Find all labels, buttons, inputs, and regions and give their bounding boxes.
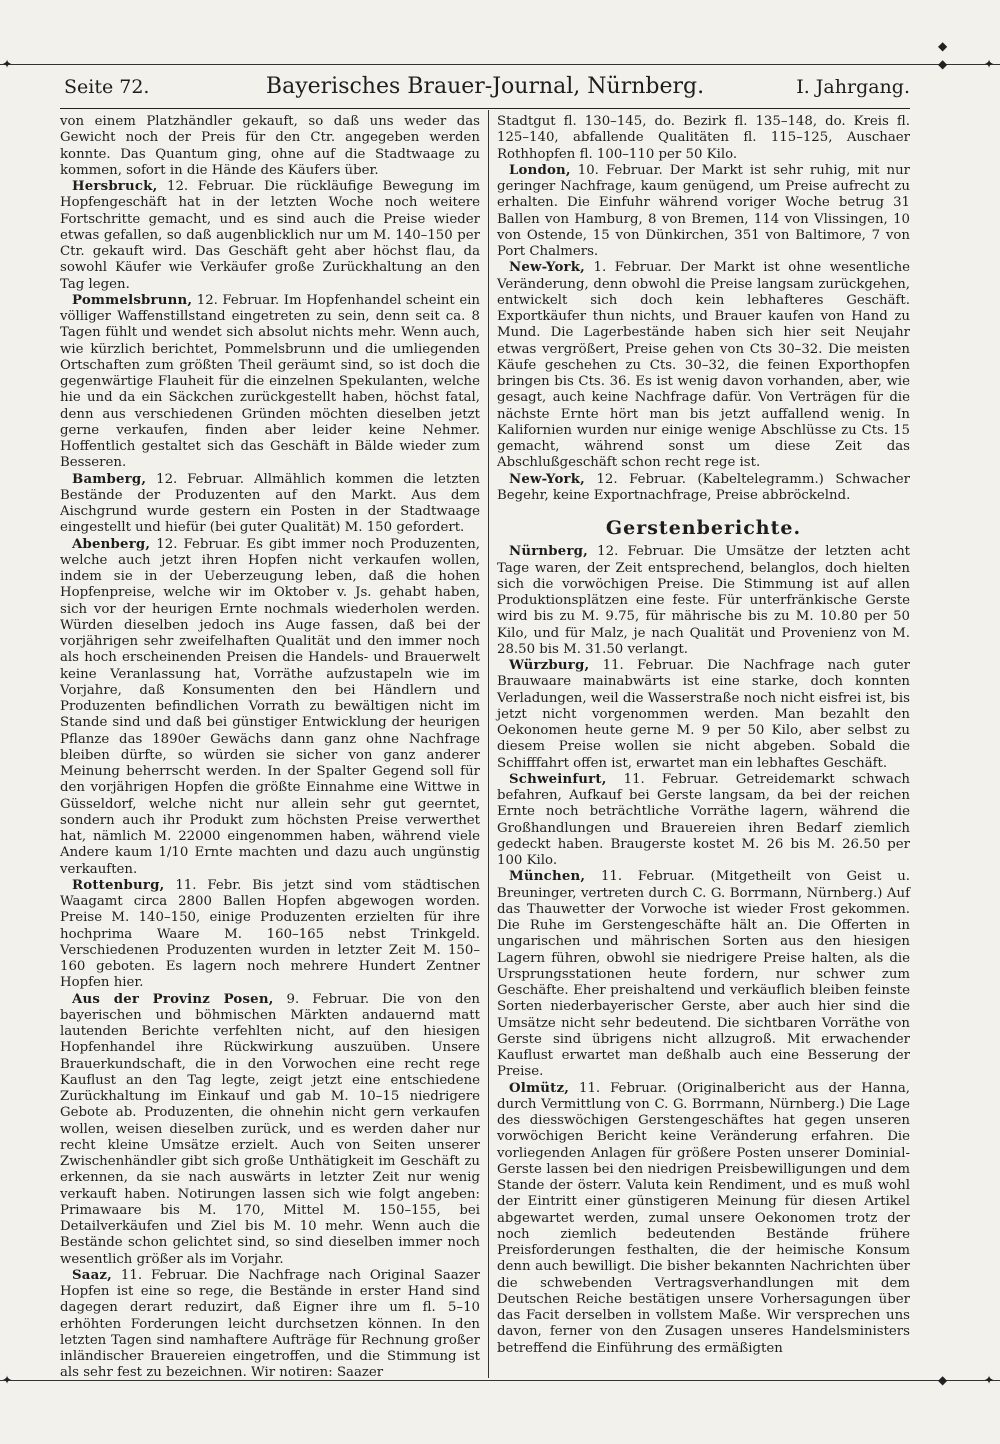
report-paragraph: Würzburg, 11. Februar. Die Nachfrage nach guter Brauwaare mainabwärts ist eine starke, doch konnten Verladungen, weil die Wasserstraße noch nicht eisfrei ist, bis jetzt nicht vorgenommen werden. Man bezahlt den Oekonomen heute gerne M. 9 per 50 Kilo, aber selbst zu diesem Preise wollen sie nicht abgeben. Sobald die Schifffahrt offen ist, erwartet man ein lebhaftes Geschäft. [497, 658, 910, 771]
report-paragraph: Saaz, 11. Februar. Die Nachfrage nach Original Saazer Hopfen ist eine so rege, die Bestände in erster Hand sind dagegen derart reduzirt, daß Eigner ihre um fl. 5–10 erhöhten Forderungen leicht durchsetzen können. In den letzten Tagen sind namhaftere Aufträge für Rechnung großer inländischer Brauereien eingetroffen, und die Stimmung ist als sehr fest zu bezeichnen. Wir notiren: Saazer [60, 1267, 480, 1381]
left-column [60, 114, 480, 1381]
diamond-ornament-icon: ◆ [938, 39, 948, 53]
report-location: London, [509, 162, 571, 178]
report-location: Aus der Provinz Posen, [72, 991, 274, 1007]
report-paragraph: Aus der Provinz Posen, 9. Februar. Die von den bayerischen und böhmischen Märkten andauernd matt lautenden Berichte verfehlten nicht, auf den hiesigen Hopfenhandel ihre Rückwirkung auszuüben. Unsere Brauerkundschaft, die in den Vorwochen eine recht rege Kauflust an den Tag legte, zeigt jetzt eine entschiedene Zurückhaltung im Einkauf und gab M. 10–15 niedrigere Gebote ab. Produzenten, die ohnehin nicht gern verkaufen wollen, weisen dieselben zurück, und es werden daher nur recht kleine Umsätze erzielt. Auch von Seiten unserer Zwischenhändler gibt sich große Unthätigkeit im Geschäft zu erkennen, da sie nach auswärts in letzter Zeit nur wenig verkauft haben. Notirungen lassen sich wie folgt angeben: Primawaare bis M. 170, Mittel M. 150–155, bei Detailverkäufen und Ziel bis M. 10 mehr. Wenn auch die Bestände schon gelichtet sind, so sind dieselben immer noch wesentlich größer als im Vorjahr. [60, 991, 480, 1267]
report-paragraph: Stadtgut fl. 130–145, do. Bezirk fl. 135–148, do. Kreis fl. 125–140, abfallende Qualitäten fl. 115–125, Auschaer Rothhopfen fl. 100–110 per 50 Kilo. [497, 114, 910, 162]
report-paragraph: München, 11. Februar. (Mitgetheilt von Geist u. Breuninger, vertreten durch C. G. Borrmann, Nürnberg.) Auf das Thauwetter der Vorwoche ist wieder Frost gekommen. Die Ruhe im Gerstengeschäfte hält an. Die Offerten in ungarischen und mährischen Sorten aus den hiesigen Lagern führen, obwohl sie niedrigere Preise halten, als die Ursprungsstationen heute fordern, nur schwer zum Geschäfte. Eher preishaltend und verkäuflich bleiben feinste Sorten niederbayerischer Gerste, aber auch hier sind die Umsätze nicht sehr bedeutend. Die sichtbaren Vorräthe von Gerste sind übrigens nicht allzugroß. Mit erwachender Kauflust erwartet man deßhalb auch eine Besserung der Preise. [497, 869, 910, 1080]
report-paragraph: Olmütz, 11. Februar. (Originalbericht aus der Hanna, durch Vermittlung von C. G. Borrmann, Nürnberg.) Die Lage des diesswöchigen Gerstengeschäftes hat gegen unseren vorwöchigen Bericht keine Veränderung erfahren. Die vorliegenden Anlagen für größere Posten unserer Dominial-Gerste lassen bei den niedrigen Preisbewilligungen und dem Stande der österr. Valuta kein Rendiment, und es muß wohl der Eintritt einer günstigeren Meinung für diesen Artikel abgewartet werden, zumal unsere Oekonomen trotz der noch ziemlich bedeutenden Bestände frühere Preisforderungen festhalten, die der heimische Konsum denn auch bewilligt. Die bisher bekannten Nachrichten über die schwebenden Vertragsverhandlungen mit dem Deutschen Reiche bestätigen unsere Vorhersagungen über das Facit derselben in vollstem Maße. Wir versprechen uns davon, ferner von den Zusagen unseres Handelsministers betreffend die Einführung des ermäßigten [497, 1080, 910, 1356]
report-paragraph: Nürnberg, 12. Februar. Die Umsätze der letzten acht Tage waren, der Zeit entsprechend, belanglos, doch hielten sich die vorwöchigen Preise. Die Stimmung ist auf allen Produktionsplätzen eine feste. Für unterfränkische Gerste wird bis zu M. 9.75, für mährische bis zu M. 10.80 per 50 Kilo, und für Malz, je nach Qualität und Provenienz von M. 28.50 bis M. 31.50 verlangt. [497, 544, 910, 657]
star-ornament-icon: ✦ [2, 57, 13, 71]
report-paragraph: Schweinfurt, 11. Februar. Getreidemarkt schwach befahren, Aufkauf bei Gerste langsam, da bei der reichen Ernte noch beträchtliche Vorräthe lagern, während die Großhandlungen und Brauereien ihren Bedarf ziemlich gedeckt haben. Braugerste kostet M. 26 bis M. 26.50 per 100 Kilo. [497, 771, 910, 868]
report-paragraph: von einem Platzhändler gekauft, so daß uns weder das Gewicht noch der Preis für den Ctr. angegeben werden konnte. Das Quantum ging, ohne auf die Stadtwaage zu kommen, sofort in die Hände des Käufers über. [60, 114, 480, 178]
top-border-rule [0, 64, 1000, 65]
report-location: Abenberg, [72, 536, 151, 552]
section-heading: Gerstenberichte. [605, 517, 802, 539]
volume-year: I. Jahrgang. [796, 76, 910, 98]
header-rule [60, 108, 910, 109]
report-paragraph: Pommelsbrunn, 12. Februar. Im Hopfenhandel scheint ein völliger Waffenstillstand eingetreten zu sein, denn seit ca. 8 Tagen fühlt und wendet sich absolut nichts mehr. Wenn auch, wie kürzlich berichtet, Pommelsbrunn und die umliegenden Ortschaften zum größten Theil geräumt sind, so ist doch die gegenwärtige Flauheit für die einzelnen Spekulanten, welche hie und da ein Säckchen zurückgestellt haben, höchst fatal, denn aus verschiedenen Gründen möchten dieselben jetzt gerne verkaufen, finden aber leider keine Nehmer. Hoffentlich gestaltet sich das Geschäft in Bälde wieder zum Besseren. [60, 292, 480, 471]
report-paragraph: Hersbruck, 12. Februar. Die rückläufige Bewegung im Hopfengeschäft hat in der letzten Woche noch weitere Fortschritte gemacht, und es sind auch die Preise wieder etwas gefallen, so daß augenblicklich nur um M. 140–150 per Ctr. gekauft wird. Das Geschäft geht aber höchst flau, da sowohl Käufer wie Verkäufer große Zurückhaltung an den Tag legen. [60, 179, 480, 292]
report-location: München, [509, 869, 586, 885]
report-paragraph: New-York, 1. Februar. Der Markt ist ohne wesentliche Veränderung, denn obwohl die Preise langsam zurückgehen, entwickelt sich doch kein lebhafteres Geschäft. Exportkäufer thun nichts, und Brauer kaufen von Hand zu Mund. Die Lagerbestände haben sich hier seit Neujahr etwas vergrößert, Preise gehen von Cts 30–32. Die meisten Käufe geschehen zu Cts. 30–32, die feinen Exporthopfen bringen bis Cts. 36. Es ist wenig davon vorhanden, aber, wie gesagt, auch keine Nachfrage dafür. Von Verträgen für die nächste Ernte hört man bis jetzt auffallend wenig. In Kalifornien wurden nur einige wenige Abschlüsse zu Cts. 15 gemacht, während sonst um diese Zeit das Abschlußgeschäft schon recht rege ist. [497, 260, 910, 471]
column-divider [488, 110, 489, 1378]
report-location: Würzburg, [509, 658, 590, 673]
report-location: Saaz, [72, 1267, 113, 1283]
report-location: Nürnberg, [509, 544, 588, 560]
report-paragraph: Bamberg, 12. Februar. Allmählich kommen die letzten Bestände der Produzenten auf den Markt. Aus dem Aischgrund wurde gestern ein Posten in der Stadtwaage eingestellt und hiefür (bei guter Qualität) M. 150 gefordert. [60, 471, 480, 536]
report-location: Olmütz, [509, 1080, 570, 1096]
star-ornament-icon: ✦ [2, 1373, 13, 1387]
report-location: Schweinfurt, [509, 771, 607, 787]
report-location: Pommelsbrunn, [72, 292, 193, 308]
page-number: Seite 72. [64, 76, 150, 98]
report-paragraph: Rottenburg, 11. Febr. Bis jetzt sind vom städtischen Waagamt circa 2800 Ballen Hopfen abgewogen worden. Preise M. 140–150, einige Produzenten erzielten für ihre hochprima Waare M. 160–165 nebst Trinkgeld. Verschiedenen Produzenten wurden in letzter Zeit M. 150–160 geboten. Es lagern noch mehrere Hundert Zentner Hopfen hier. [60, 877, 480, 991]
running-header [60, 72, 910, 106]
report-paragraph: Abenberg, 12. Februar. Es gibt immer noch Produzenten, welche auch jetzt ihren Hopfen nicht verkaufen wollen, indem sie in der Ueberzeugung leben, daß die hohen Hopfenpreise, welche wir im Oktober v. Js. gehabt haben, sich vor der heurigen Ernte nochmals wiederholen werden. Würden dieselben jedoch ins Auge fassen, daß bei der vorjährigen sehr zweifelhaften Qualität und den immer noch als hoch erscheinenden Preisen die Handels- und Brauerwelt keine Veranlassung hat, Vorräthe aufzustapeln wie im Vorjahre, daß Konsumenten den bei Händlern und Produzenten befindlichen Vorrath zu bewältigen nicht im Stande sind und daß bei günstiger Entwicklung der heurigen Pflanze das 1890er Gewächs dann ganz ohne Nachfrage bleiben dürfte, so würden sie sicher von ganz anderer Meinung beherrscht werden. In der Spalter Gegend soll für den vorjährigen Hopfen die größte Einnahme eine Wittwe in Güsseldorf, welche nicht nur allein sehr gut geerntet, sondern auch ihr Produkt zum höchsten Preise verwerthet hat, nämlich M. 22000 eingenommen haben, während viele Andere kaum 1/10 Ernte machten und dazu auch ungünstig verkauften. [60, 536, 480, 877]
report-location: Hersbruck, [72, 179, 158, 194]
report-paragraph: New-York, 12. Februar. (Kabeltelegramm.) Schwacher Begehr, keine Exportnachfrage, Preise abbröckelnd. [497, 471, 910, 503]
diamond-ornament-icon: ◆ [938, 57, 948, 71]
report-paragraph: London, 10. Februar. Der Markt ist sehr ruhig, mit nur geringer Nachfrage, kaum genügend, um Preise aufrecht zu erhalten. Die Einfuhr während voriger Woche betrug 31 Ballen von Hamburg, 8 von Bremen, 114 von Vlissingen, 10 von Ostende, 15 von Dünkirchen, 351 von Baltimore, 7 von Port Chalmers. [497, 162, 910, 259]
report-location: Rottenburg, [72, 877, 165, 893]
diamond-ornament-icon: ◆ [938, 1373, 948, 1387]
report-location: Bamberg, [72, 471, 147, 487]
star-ornament-icon: ✦ [984, 1373, 995, 1387]
journal-title: Bayerisches Brauer-Journal, Nürnberg. [265, 74, 705, 99]
star-ornament-icon: ✦ [984, 57, 995, 71]
right-column [497, 114, 910, 1372]
report-location: New-York, [509, 260, 585, 276]
report-location: New-York, [509, 471, 585, 487]
